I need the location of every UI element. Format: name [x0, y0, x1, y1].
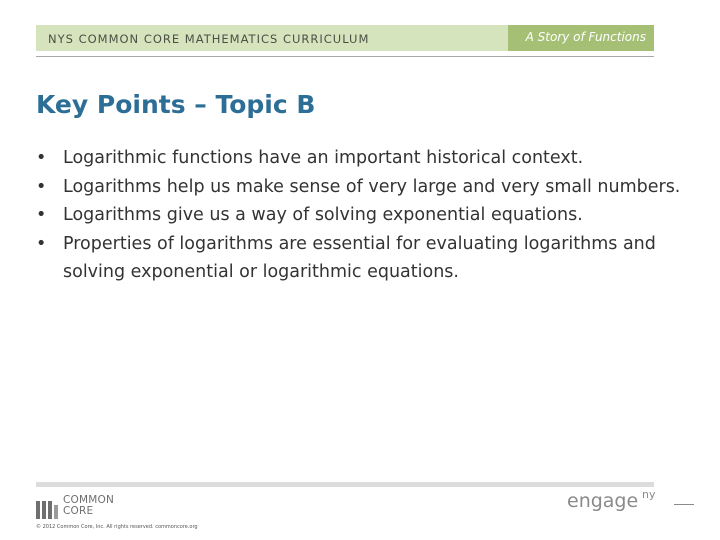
module-tab	[508, 25, 654, 51]
slide-title: Key Points – Topic B	[36, 90, 316, 119]
bullet-item: • Logarithms give us a way of solving exponential equations.	[36, 201, 696, 230]
header-band	[36, 25, 654, 51]
bullet-item: • Logarithmic functions have an important historical context.	[36, 144, 696, 173]
footer-divider	[36, 482, 654, 487]
common-core-logo	[36, 495, 132, 519]
module-label: A Story of Functions	[525, 30, 646, 44]
header-divider	[36, 56, 654, 57]
copyright-text: © 2012 Common Core, Inc. All rights reserved. commoncore.org	[36, 524, 198, 530]
curriculum-label: NYS COMMON CORE MATHEMATICS CURRICULUM	[48, 32, 370, 46]
bullet-list	[36, 144, 696, 287]
bullet-item: • Properties of logarithms are essential for evaluating logarithms and solving exponential or logarithmic equations.	[36, 230, 696, 287]
engageny-logo: engage	[567, 490, 639, 512]
engageny-superscript: ny	[642, 488, 656, 501]
engageny-dash	[674, 504, 694, 505]
bullet-item: • Logarithms help us make sense of very large and very small numbers.	[36, 173, 696, 202]
common-core-wordmark: COMMON CORE	[63, 494, 115, 517]
